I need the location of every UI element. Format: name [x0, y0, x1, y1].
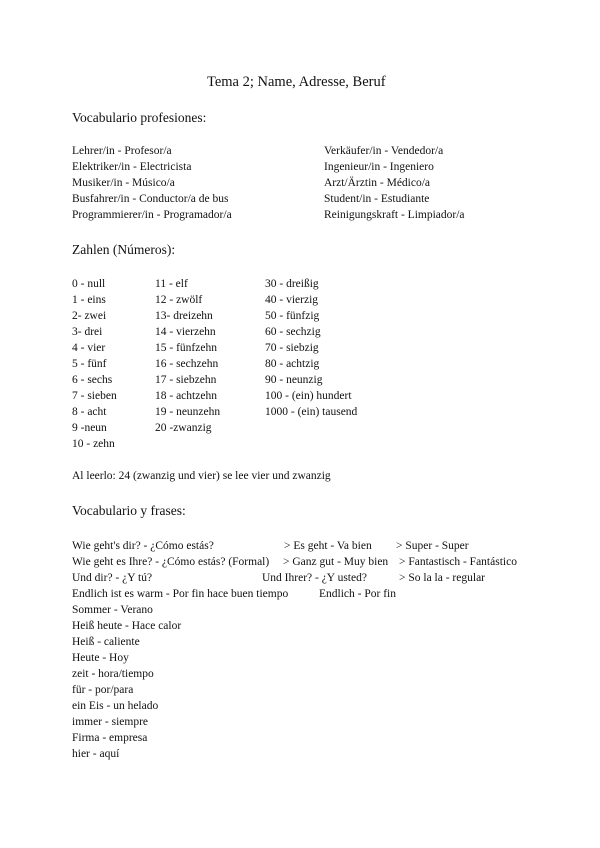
phrase-row-4-b: Endlich - Por fin	[319, 588, 396, 600]
number-item: 18 - achtzehn	[155, 390, 217, 402]
zahlen-heading: Zahlen (Números):	[72, 242, 176, 257]
vocabulary-item: immer - siempre	[72, 716, 149, 728]
number-item: 80 - achtzig	[265, 358, 320, 370]
number-item: 90 - neunzig	[265, 374, 323, 386]
number-item: 0 - null	[72, 278, 106, 290]
profession-item: Arzt/Ärztin - Médico/a	[324, 177, 431, 189]
phrase-row-2-b: > Ganz gut - Muy bien	[283, 556, 389, 568]
number-item: 8 - acht	[72, 406, 107, 418]
phrase-row-1-a: Wie geht's dir? - ¿Cómo estás?	[72, 540, 214, 552]
number-item: 100 - (ein) hundert	[265, 390, 352, 402]
number-item: 5 - fünf	[72, 358, 107, 370]
vocabulary-item: Heiß heute - Hace calor	[72, 620, 182, 632]
phrase-row-3-c: > So la la - regular	[399, 572, 485, 584]
number-item: 4 - vier	[72, 342, 106, 354]
number-item: 12 - zwölf	[155, 294, 203, 306]
number-item: 50 - fünfzig	[265, 310, 320, 322]
number-item: 9 -neun	[72, 422, 107, 434]
vocabulary-item: hier - aquí	[72, 748, 120, 760]
number-item: 70 - siebzig	[265, 342, 319, 354]
profession-item: Programmierer/in - Programador/a	[72, 209, 232, 221]
profession-item: Elektriker/in - Electricista	[72, 161, 192, 173]
phrase-row-1-c: > Super - Super	[396, 540, 469, 552]
profession-item: Student/in - Estudiante	[324, 193, 430, 205]
phrase-row-3-a: Und dir? - ¿Y tú?	[72, 572, 153, 584]
number-item: 2- zwei	[72, 310, 107, 322]
number-item: 10 - zehn	[72, 438, 115, 450]
vocabulary-item: Heiß - caliente	[72, 636, 140, 648]
number-item: 40 - vierzig	[265, 294, 319, 306]
number-item: 7 - sieben	[72, 390, 117, 402]
vocabulary-item: ein Eis - un helado	[72, 700, 159, 712]
phrase-row-2-c: > Fantastisch - Fantástico	[399, 556, 517, 568]
phrase-row-2-a: Wie geht es Ihre? - ¿Cómo estás? (Formal)	[72, 556, 270, 568]
number-item: 1 - eins	[72, 294, 106, 306]
number-item: 15 - fünfzehn	[155, 342, 217, 354]
phrase-row-4-a: Endlich ist es warm - Por fin hace buen tiempo	[72, 588, 289, 600]
vocabulary-item: Heute - Hoy	[72, 652, 129, 664]
profession-item: Busfahrer/in - Conductor/a de bus	[72, 193, 229, 205]
number-item: 11 - elf	[155, 278, 188, 290]
number-item: 60 - sechzig	[265, 326, 321, 338]
number-item: 14 - vierzehn	[155, 326, 216, 338]
vocabulary-item: Firma - empresa	[72, 732, 148, 744]
profesiones-heading: Vocabulario profesiones:	[72, 110, 207, 125]
profession-item: Musiker/in - Músico/a	[72, 177, 175, 189]
number-item: 19 - neunzehn	[155, 406, 221, 418]
number-item: 3- drei	[72, 326, 103, 338]
number-item: 17 - siebzehn	[155, 374, 217, 386]
profession-item: Reinigungskraft - Limpiador/a	[324, 209, 465, 221]
vocabulary-item: für - por/para	[72, 684, 134, 696]
phrase-row-3-b: Und Ihrer? - ¿Y usted?	[262, 572, 367, 584]
number-item: 16 - sechzehn	[155, 358, 219, 370]
number-item: 1000 - (ein) tausend	[265, 406, 358, 418]
numbers-note: Al leerlo: 24 (zwanzig und vier) se lee vier und zwanzig	[72, 470, 331, 482]
number-item: 13- dreizehn	[155, 310, 213, 322]
profession-item: Verkäufer/in - Vendedor/a	[324, 145, 444, 157]
profession-item: Ingenieur/in - Ingeniero	[324, 161, 434, 173]
page-title: Tema 2; Name, Adresse, Beruf	[207, 74, 386, 90]
number-item: 30 - dreißig	[265, 278, 319, 290]
profession-item: Lehrer/in - Profesor/a	[72, 145, 172, 157]
vocabulary-item: Sommer - Verano	[72, 604, 153, 616]
vocabulary-item: zeit - hora/tiempo	[72, 668, 154, 680]
phrase-row-1-b: > Es geht - Va bien	[284, 540, 372, 552]
number-item: 20 -zwanzig	[155, 422, 212, 434]
number-item: 6 - sechs	[72, 374, 113, 386]
frases-heading: Vocabulario y frases:	[72, 503, 186, 518]
